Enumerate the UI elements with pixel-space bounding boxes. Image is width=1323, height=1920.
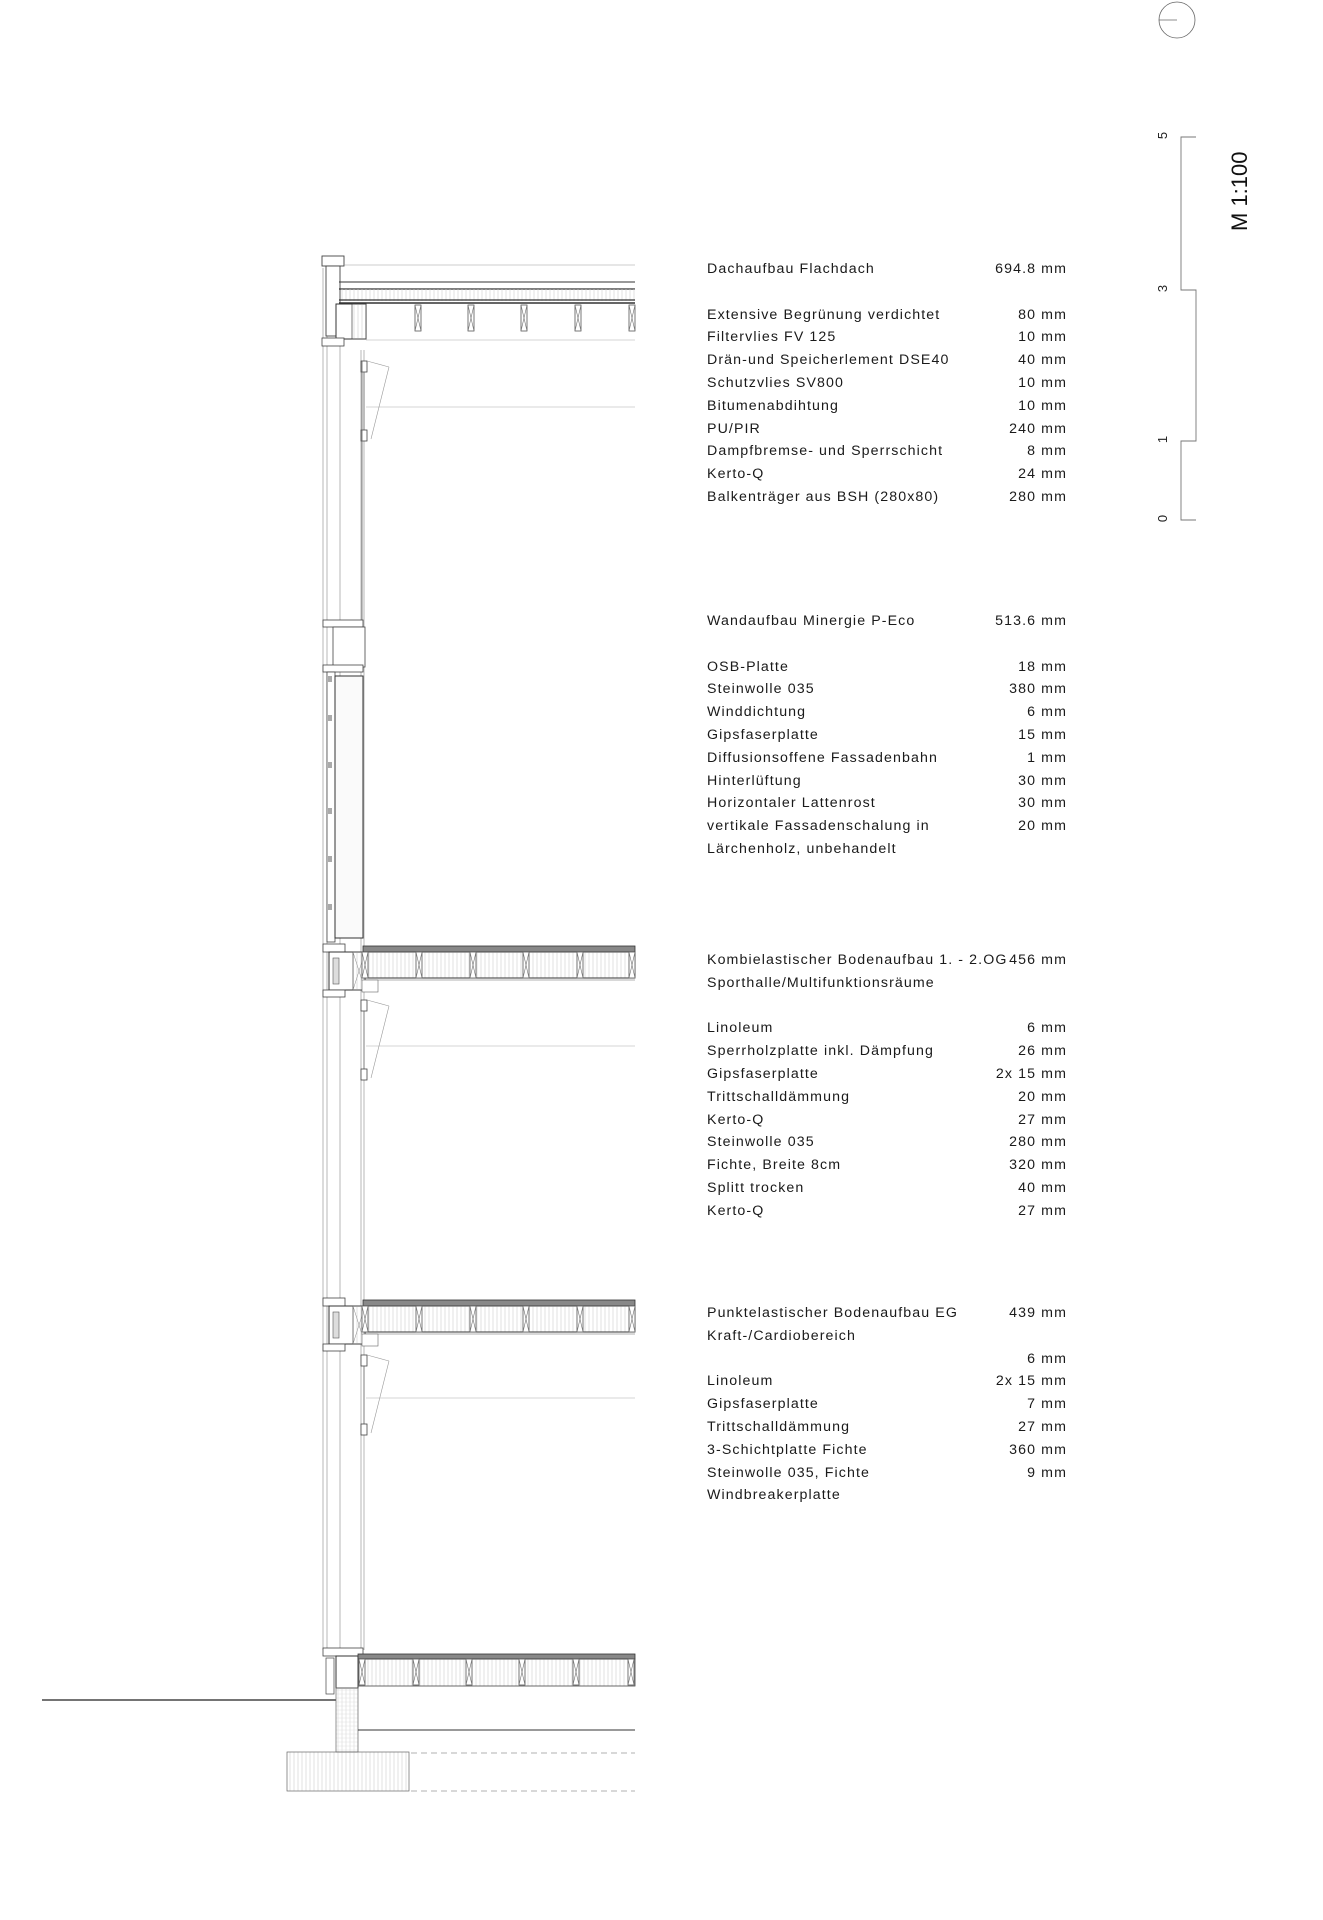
layer-value: 7 mm [1027, 1396, 1067, 1413]
layer-name: PU/PIR [707, 420, 761, 437]
legend-subtitle: Kraft-/Cardiobereich [707, 1327, 856, 1344]
layer-name: Diffusionsoffene Fassadenbahn [707, 749, 938, 766]
floor-slab-eg [323, 1298, 635, 1435]
layer-name: Dampfbremse- und Sperrschicht [707, 443, 944, 460]
layer-value: 1 mm [1027, 749, 1067, 766]
scale-tick-label-3: 3 [1155, 284, 1171, 293]
layer-name: Splitt trocken [707, 1179, 805, 1196]
layer-value: 8 mm [1027, 443, 1067, 460]
layer-name: Drän-und Speicherlement DSE40 [707, 352, 950, 369]
scale-title: M 1:100 [1227, 151, 1252, 231]
legend-total: 694.8 mm [995, 261, 1067, 277]
layer-value: 27 mm [1018, 1202, 1067, 1219]
layer-value: 40 mm [1018, 352, 1067, 369]
layer-name: Hinterlüftung [707, 772, 802, 789]
layer-name: Kerto-Q [707, 466, 765, 483]
layer-value: 360 mm [1009, 1441, 1067, 1458]
legend-floor-eg [707, 1302, 1067, 1507]
layer-name: Gipsfaserplatte [707, 726, 819, 743]
layer-name: Linoleum [707, 1020, 774, 1037]
ground-floor-section [42, 1648, 635, 1791]
layer-value: 18 mm [1018, 658, 1067, 675]
layer-name: Lärchenholz, unbehandelt [707, 840, 897, 857]
layer-name: Trittschalldämmung [707, 1418, 851, 1435]
legend-title: Wandaufbau Minergie P-Eco [707, 613, 916, 629]
layer-value: 2x 15 mm [995, 1373, 1067, 1390]
layer-value: 2x 15 mm [995, 1065, 1067, 1082]
legend-title: Punktelastischer Bodenaufbau EG [707, 1305, 958, 1321]
layer-name: Steinwolle 035, Fichte [707, 1464, 870, 1481]
layer-value: 10 mm [1018, 374, 1067, 391]
legend-total: 439 mm [1009, 1305, 1067, 1321]
layer-name: Winddichtung [707, 704, 807, 721]
legend-wall [707, 610, 1067, 861]
legend-total: 513.6 mm [995, 613, 1067, 629]
layer-name: Gipsfaserplatte [707, 1396, 819, 1413]
layer-value: 20 mm [1018, 1088, 1067, 1105]
legend-subtitle: Sporthalle/Multifunktionsräume [707, 974, 935, 991]
north-arrow-icon [1159, 2, 1195, 38]
layer-value: 15 mm [1018, 726, 1067, 743]
legend-roof [707, 258, 1067, 509]
layer-value: 6 mm [1027, 1020, 1067, 1037]
layer-value: 280 mm [1009, 488, 1067, 505]
layer-value: 27 mm [1018, 1418, 1067, 1435]
layer-name: Filtervlies FV 125 [707, 329, 837, 346]
layer-name: Kerto-Q [707, 1111, 765, 1128]
layer-name: Fichte, Breite 8cm [707, 1157, 842, 1174]
layer-name: Extensive Begrünung verdichtet [707, 306, 941, 323]
roof-section [322, 256, 635, 441]
layer-name: Gipsfaserplatte [707, 1065, 819, 1082]
layer-name: Trittschalldämmung [707, 1088, 851, 1105]
legend-title: Kombielastischer Bodenaufbau 1. - 2.OG [707, 952, 1008, 968]
layer-value: 10 mm [1018, 329, 1067, 346]
scale-tick-label-0: 0 [1155, 514, 1171, 523]
layer-name: Horizontaler Lattenrost [707, 795, 876, 812]
layer-name: Windbreakerplatte [707, 1487, 841, 1504]
legend-title: Dachaufbau Flachdach [707, 261, 875, 277]
layer-name: Steinwolle 035 [707, 1134, 815, 1151]
layer-name: Schutzvlies SV800 [707, 374, 844, 391]
layer-name: Balkenträger aus BSH (280x80) [707, 488, 940, 505]
layer-value: 320 mm [1009, 1157, 1067, 1174]
scale-tick-label-5: 5 [1155, 131, 1171, 140]
layer-name: Steinwolle 035 [707, 681, 815, 698]
layer-name: Bitumenabdihtung [707, 397, 839, 414]
layer-value: 20 mm [1018, 818, 1067, 835]
layer-value: 240 mm [1009, 420, 1067, 437]
layer-value: 24 mm [1018, 466, 1067, 483]
layer-value: 80 mm [1018, 306, 1067, 323]
legend-floor-og [707, 949, 1067, 1223]
layer-name: Kerto-Q [707, 1202, 765, 1219]
layer-name: Linoleum [707, 1373, 774, 1390]
layer-value: 280 mm [1009, 1134, 1067, 1151]
layer-value: 27 mm [1018, 1111, 1067, 1128]
layer-name: vertikale Fassadenschalung in [707, 818, 930, 835]
layer-value: 380 mm [1009, 681, 1067, 698]
layer-value: 26 mm [1018, 1043, 1067, 1060]
layer-name: 3-Schichtplatte Fichte [707, 1441, 868, 1458]
layer-value: 30 mm [1018, 772, 1067, 789]
scale-tick-label-1: 1 [1155, 435, 1171, 444]
scale-bar [1181, 137, 1196, 520]
layer-name: Sperrholzplatte inkl. Dämpfung [707, 1043, 934, 1060]
layer-value: 6 mm [1027, 704, 1067, 721]
layer-name: OSB-Platte [707, 658, 789, 675]
layer-value: 40 mm [1018, 1179, 1067, 1196]
layer-value: 30 mm [1018, 795, 1067, 812]
layer-value: 9 mm [1027, 1464, 1067, 1481]
wall-section [323, 361, 365, 942]
legend-total: 456 mm [1009, 952, 1067, 968]
layer-value: 6 mm [1027, 1350, 1067, 1367]
floor-slab-1og [323, 944, 635, 1080]
layer-value: 10 mm [1018, 397, 1067, 414]
